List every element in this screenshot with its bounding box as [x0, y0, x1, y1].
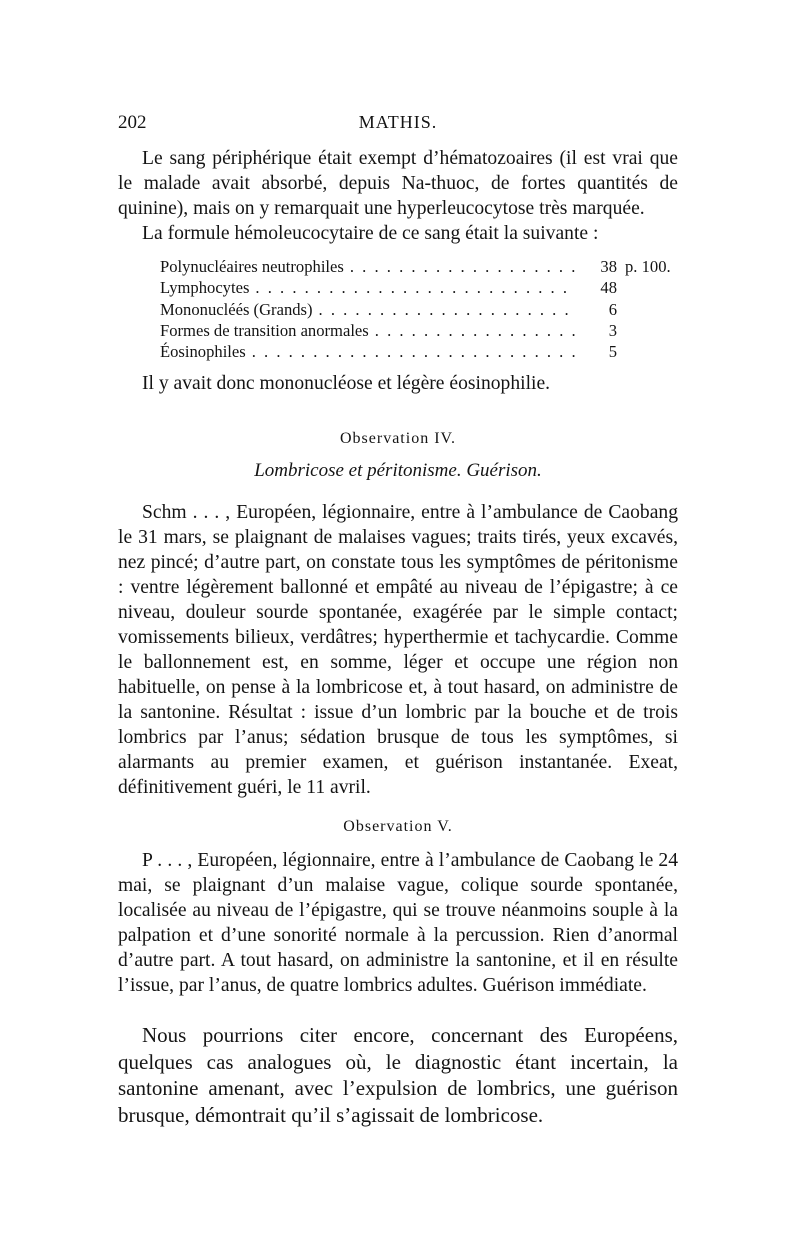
row-value: 38 [600, 257, 617, 276]
paragraph-blood-exam: Le sang périphérique était exempt d’hématozoaires (il est vrai que le malade avait absorbé, depuis Na-thuoc, de fortes quantités de quinine), mais on y remarquait une hyperleucocytose très marquée. [118, 148, 678, 219]
observation-4-title: Observation IV. [339, 430, 457, 447]
blood-formula-table [160, 256, 685, 362]
paragraph-observation-4: Schm . . . , Européen, légionnaire, entre à l’ambulance de Caobang le 31 mars, se plaignant de malaises vagues; traits tirés, yeux excavés, nez pincé; d’autre part, on constate tous les symptômes de péritonisme : ventre légèrement ballonné et empâté au niveau de l’épigastre; à ce niveau, douleur sourde spontanée, exagérée par le simple contact; vomissements bilieux, verdâtres; hyperthermie et tachycardie. Comme le ballonnement est, en somme, léger et occupe une région non habituelle, on pense à la lombricose et, à tout hasard, on administre de la santonine. Résultat : issue d’un lombric par la bouche et de trois lombrics par l’anus; sédation brusque de tous les symptômes, si alarmants au premier examen, et guérison instantanée. Exeat, définitivement guéri, le 11 avril. [118, 502, 678, 798]
row-label: Éosinophiles [160, 342, 246, 362]
observation-4-subtitle: Lombricose et péritonisme. Guérison. [254, 460, 542, 481]
row-unit [617, 277, 685, 298]
row-label: Polynucléaires neutrophiles [160, 257, 344, 276]
observation-5-title: Observation V. [343, 818, 453, 835]
leader-dots [249, 277, 575, 298]
row-unit [617, 299, 685, 320]
row-label: Formes de transition anormales [160, 320, 369, 340]
running-head: MATHIS. [358, 112, 438, 132]
leader-dots [246, 341, 575, 362]
paragraph-observation-5: P . . . , Européen, légionnaire, entre à l’ambulance de Caobang le 24 mai, se plaignant d’un malaise vague, colique sourde spontanée, localisée au niveau de l’épigastre, qui se trouve néanmoins souple à la palpation et d’une sonorité normale à la percussion. Rien d’anormal d’autre part. A tout hasard, on administre la santonine, et il en résulte l’issue, par l’anus, de quatre lombrics adultes. Guérison immédiate. [118, 850, 678, 996]
page-header [118, 112, 678, 136]
paragraph-formula-intro: La formule hémoleucocytaire de ce sang était la suivante : [142, 223, 599, 244]
page-number: 202 [118, 112, 147, 133]
leader-dots [369, 320, 575, 341]
paragraph-conclusion: Il y avait donc mononucléose et légère éosinophilie. [142, 373, 551, 394]
row-value: 6 [608, 299, 617, 319]
row-value: 5 [608, 342, 617, 362]
table-row [160, 341, 685, 362]
table-row [160, 299, 685, 320]
leader-dots [313, 299, 575, 320]
row-label: Lymphocytes [160, 278, 250, 298]
row-label: Mononucléés (Grands) [160, 299, 313, 319]
row-value: 48 [600, 278, 617, 298]
row-unit [617, 341, 685, 362]
row-unit [617, 320, 685, 341]
row-value: 3 [608, 320, 617, 340]
row-unit: p. 100. [625, 257, 671, 276]
leader-dots [344, 256, 575, 277]
table-row [160, 277, 685, 298]
table-row [160, 320, 685, 341]
table-row [160, 256, 685, 277]
paragraph-closing: Nous pourrions citer encore, concernant des Européens, quelques cas analogues où, le diagnostic étant incertain, la santonine amenant, avec l’expulsion de lombrics, une guérison brusque, démontrait qu’il s’agissait de lombricose. [118, 1023, 678, 1127]
